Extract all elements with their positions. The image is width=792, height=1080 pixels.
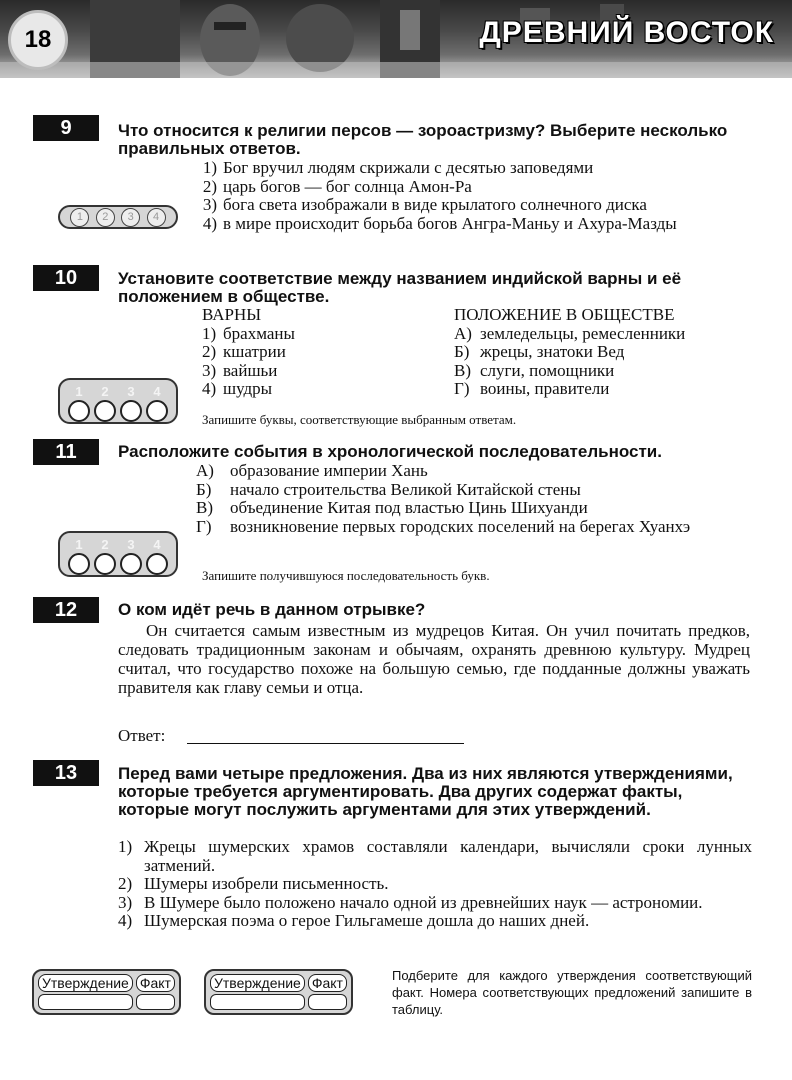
- table-header-statement: Утверждение: [210, 974, 305, 992]
- question-number-10: 10: [33, 265, 99, 291]
- grid-label: 1: [75, 536, 83, 552]
- argument-table-1: [32, 969, 181, 1015]
- answer-line[interactable]: [187, 743, 464, 744]
- column-header: ПОЛОЖЕНИЕ В ОБЩЕСТВЕ: [454, 305, 675, 324]
- page-number: 18: [8, 10, 68, 70]
- option: 3) вайшьи: [202, 360, 278, 380]
- argument-table-2: [204, 969, 353, 1015]
- statement-cell[interactable]: [38, 994, 133, 1010]
- option: 2) царь богов — бог солнца Амон-Ра: [202, 176, 472, 196]
- question-11-options: [196, 462, 752, 536]
- option: В) слуги, помощники: [454, 360, 615, 380]
- answer-box-1[interactable]: [68, 400, 90, 422]
- fact-cell[interactable]: [136, 994, 175, 1010]
- answer-grid-q11: [58, 531, 178, 577]
- option: Г) воины, правители: [454, 379, 610, 398]
- grid-label: 4: [153, 536, 161, 552]
- option: А) образование империи Хань: [196, 461, 428, 480]
- answer-box-3[interactable]: [120, 400, 142, 422]
- question-number-11: 11: [33, 439, 99, 465]
- option: 4) шудры: [202, 379, 273, 398]
- grid-label: 1: [75, 383, 83, 399]
- question-number-13: 13: [33, 760, 99, 786]
- option: Б) жрецы, знатоки Вед: [454, 342, 625, 361]
- option: 2) кшатрии: [202, 342, 286, 361]
- option: 1) брахманы: [202, 323, 295, 343]
- question-number-9: 9: [33, 115, 99, 141]
- answer-box-4[interactable]: [146, 553, 168, 575]
- answer-box-4[interactable]: [146, 400, 168, 422]
- option: 3) бога света изображали в виде крылатого солнечного диска: [202, 195, 647, 214]
- statement-cell[interactable]: [210, 994, 305, 1010]
- option: 4) Шумерская поэма о герое Гильгамеше дошла до наших дней.: [118, 911, 590, 930]
- answer-grid-q10: [58, 378, 178, 424]
- answer-cell-3[interactable]: 3: [121, 208, 140, 227]
- answer-cell-1[interactable]: 1: [70, 208, 89, 227]
- question-13-options: [118, 838, 752, 931]
- question-number-12: 12: [33, 597, 99, 623]
- instruction-note: Запишите буквы, соответствующие выбранным ответам.: [202, 412, 517, 427]
- varny-column: [202, 306, 442, 399]
- source-passage: Он считается самым известным из мудрецов Китая. Он учил почитать предков, следовать традиционным законам и обычаям, охранять древнюю культуру. Мудрец считал, что государство похоже на большую семью, где подданные должны уважать правителя как главу семьи и отца.: [118, 621, 750, 697]
- question-9-options: [196, 159, 752, 233]
- question-13-title: Перед вами четыре предложения. Два из них являются утверждениями, которые требуется аргументировать. Два других содержат факты, которые могут послужить аргументами для этих утверждений.: [118, 764, 733, 819]
- grid-label: 2: [101, 383, 109, 399]
- section-title: ДРЕВНИЙ ВОСТОК: [479, 16, 774, 49]
- option: А) земледельцы, ремесленники: [454, 323, 686, 343]
- option: 1) Бог вручил людям скрижали с десятью заповедями: [202, 158, 594, 177]
- question-11-title: Расположите события в хронологической последовательности.: [118, 442, 662, 461]
- question-9-title: Что относится к религии персов — зороастризму? Выберите несколько правильных ответов.: [118, 121, 728, 158]
- answer-label: Ответ:: [118, 726, 166, 745]
- option: 2) Шумеры изобрели письменность.: [118, 874, 389, 893]
- question-10-title: Установите соответствие между названием индийской варны и её положением в обществе.: [118, 269, 682, 306]
- answer-cells-q9: [58, 205, 178, 229]
- instruction-note: Запишите получившуюся последовательность букв.: [202, 568, 490, 583]
- grid-label: 4: [153, 383, 161, 399]
- option: В) объединение Китая под властью Цинь Шихуанди: [196, 498, 588, 517]
- grid-label: 3: [127, 536, 135, 552]
- answer-box-3[interactable]: [120, 553, 142, 575]
- position-column: [454, 306, 754, 399]
- answer-box-2[interactable]: [94, 400, 116, 422]
- option: 1) Жрецы шумерских храмов составляли календари, вычисляли сроки лунных затмений.: [118, 837, 752, 875]
- column-header: ВАРНЫ: [202, 305, 262, 324]
- option: Г) возникновение первых городских поселений на берегах Хуанхэ: [196, 516, 691, 536]
- grid-label: 3: [127, 383, 135, 399]
- answer-cell-2[interactable]: 2: [96, 208, 115, 227]
- option: 4) в мире происходит борьба богов Ангра-Маньу и Ахура-Мазды: [202, 213, 677, 233]
- instruction-note: Подберите для каждого утверждения соответствующий факт. Номера соответствующих предложений запишите в таблицу.: [392, 968, 752, 1017]
- table-header-fact: Факт: [136, 974, 175, 992]
- answer-box-1[interactable]: [68, 553, 90, 575]
- header-banner: [0, 0, 792, 78]
- table-header-statement: Утверждение: [38, 974, 133, 992]
- option: Б) начало строительства Великой Китайской стены: [196, 479, 581, 499]
- question-12-title: О ком идёт речь в данном отрывке?: [118, 600, 426, 619]
- table-header-fact: Факт: [308, 974, 347, 992]
- fact-cell[interactable]: [308, 994, 347, 1010]
- grid-label: 2: [101, 536, 109, 552]
- answer-cell-4[interactable]: 4: [147, 208, 166, 227]
- answer-box-2[interactable]: [94, 553, 116, 575]
- option: 3) В Шумере было положено начало одной из древнейших наук — астрономии.: [118, 892, 703, 912]
